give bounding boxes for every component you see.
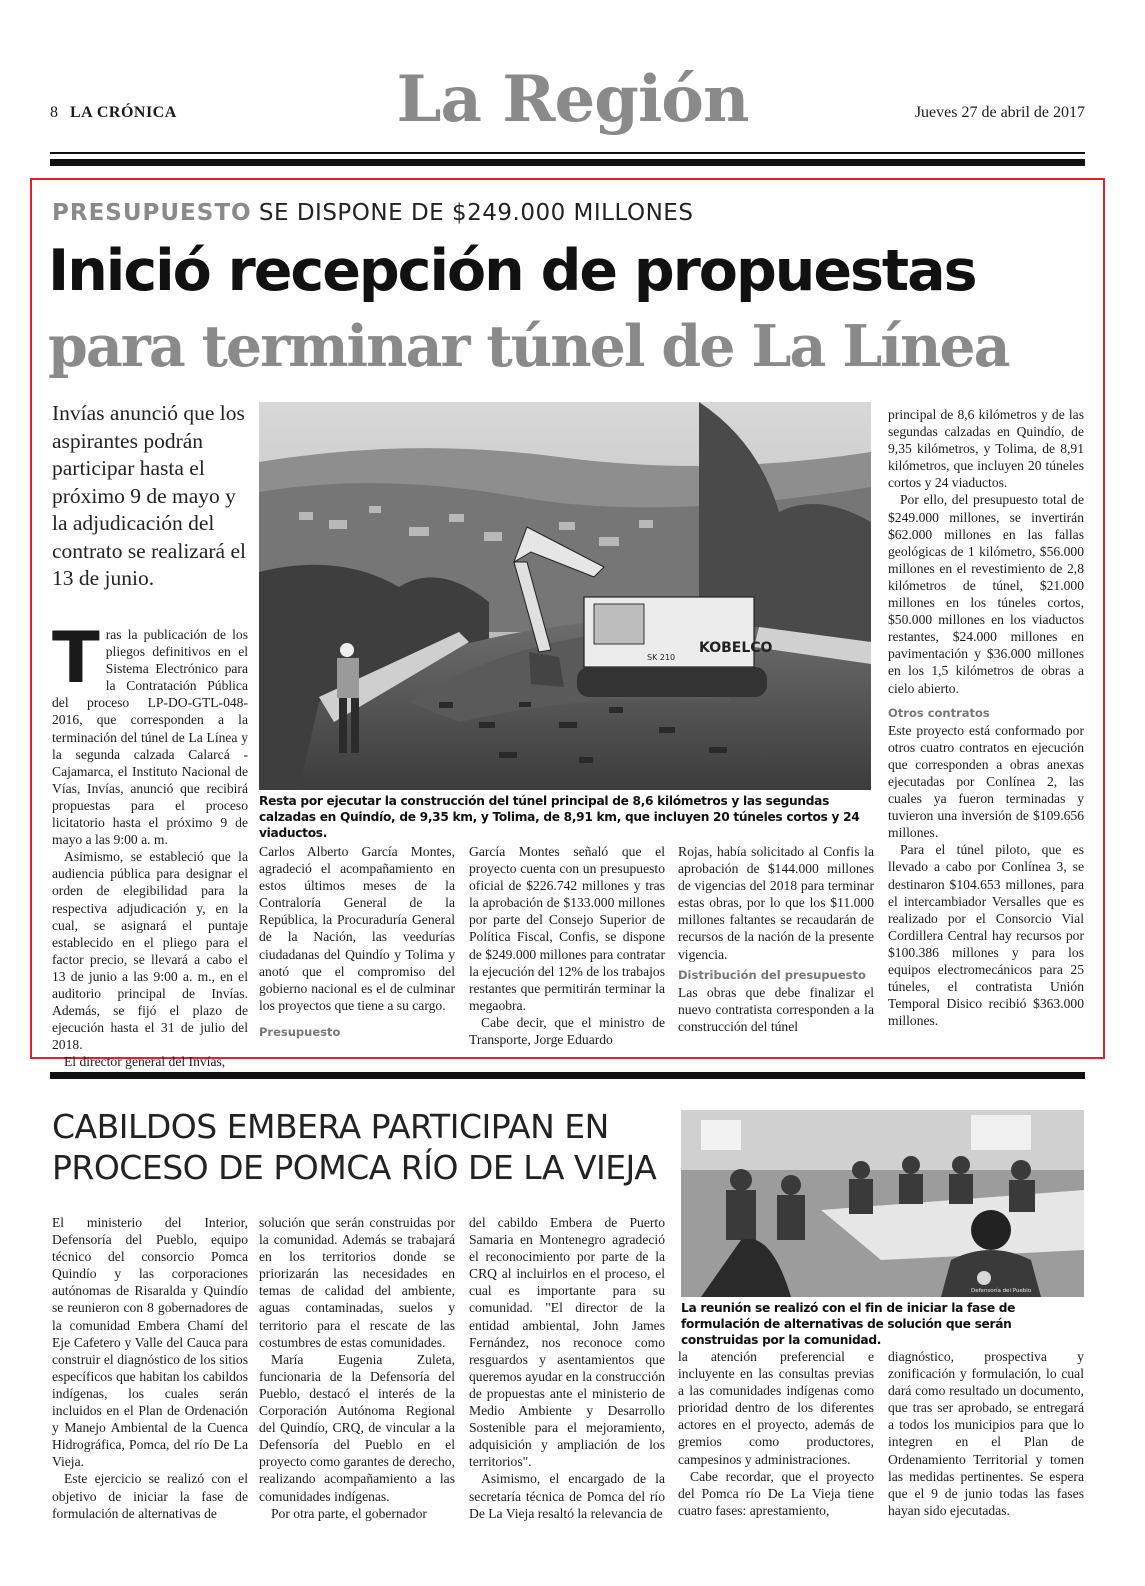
meeting-photo <box>681 1110 1084 1297</box>
article1-column-4 <box>678 843 874 1049</box>
a2-col5-paragraph-1: diagnóstico, prospectiva y zonificación y formulación, lo cual dará como resultado un documento, que tras ser aprobado, se entregará a todos los municipios para que lo integren en el Plan de Ordenamiento Territorial y tomen las medidas pertinentes. Se espera que el 9 de junio todas las fases hayan sido ejecutadas. <box>888 1349 1084 1518</box>
meeting-photo-caption: La reunión se realizó con el fin de iniciar la fase de formulación de alternativas de solución que serán construidas por la comunidad. <box>681 1301 1016 1347</box>
meeting-image <box>681 1110 1084 1297</box>
subhead-distribucion: Distribución del presupuesto <box>678 967 866 982</box>
col2-paragraph-1: Carlos Alberto García Montes, agradeció el acompañamiento en estos últimos meses de la Contraloría General de la República, la Procuraduría General de la Nación, las veedurías ciudadanas del Quindío y Tolima y anotó que el compromiso del gobierno nacional es el de culminar los proyectos que tiene a su cargo. <box>259 844 455 1013</box>
col1-paragraph-3: El director general del Invías, <box>64 1054 226 1070</box>
article2-column-2 <box>259 1214 455 1554</box>
article2-column-4 <box>678 1348 874 1554</box>
kicker-label: PRESUPUESTO <box>52 200 252 226</box>
a2-col2-paragraph-2: María Eugenia Zuleta, funcionaria de la Defensoría del Pueblo, destacó el interés de la Corporación Autónoma Regional del Quindío, CRQ, de vincular a la Defensoría del Pueblo en el proyecto como garantes de derecho, realizando acompañamiento a las comunidades indígenas. <box>259 1351 455 1504</box>
excavator-model: SK 210 <box>647 653 676 662</box>
article1-column-3 <box>469 843 665 1049</box>
col1-paragraph-1: ras la publicación de los pliegos definitivos en el Sistema Electrónico para la Contratación Pública del proceso LP-DO-GTL-048-2016, que corresponden a la terminación del túnel de La Línea y la segunda calzada Calarcá - Cajamarca, el Instituto Nacional de Vías, Invías, anunció que recibirá propuestas para el proceso licitatorio hasta el próximo 9 de mayo a las 9:00 a. m. <box>52 627 248 848</box>
col5-paragraph-2: Por ello, del presupuesto total de $249.000 millones, se invertirán $62.000 millones en las fallas geológicas de 1 kilómetro, $56.000 millones en el revestimiento de 2,8 kilómetros de túnel, $21.000 millones en los túneles cortos, $50.000 millones en los viaductos restantes, $24.000 millones en pavimentación y $36.000 millones en los 1,5 kilómetros de obras a cielo abierto. <box>888 492 1084 696</box>
article2-column-1 <box>52 1214 248 1554</box>
article1-column-1 <box>52 617 248 1070</box>
subhead-otros-contratos: Otros contratos <box>888 705 990 720</box>
section-title: La Región <box>396 62 749 137</box>
vest-logo <box>977 1271 991 1285</box>
issue-date: Jueves 27 de abril de 2017 <box>914 104 1085 121</box>
col4-paragraph-2: Las obras que debe finalizar el nuevo contratista corresponden a la construcción del túnel <box>678 984 874 1034</box>
a2-col2-paragraph-3: Por otra parte, el gobernador <box>271 1505 427 1521</box>
col1-paragraph-2: Asimismo, se estableció que la audiencia pública para designar el orden de elegibilidad para la respectiva adjudicación y, en la cual, se asignará el puntaje establecido en el pliego para el factor precio, se llevará a cabo el 13 de junio a las 9:00 a. m., en el auditorio principal de Invías. Además, se fijó el plazo de ejecución hasta el 31 de julio del 2018. <box>52 849 248 1053</box>
headline-line1: Inició recepción de propuestas <box>48 238 976 304</box>
article2-column-3 <box>469 1214 665 1554</box>
a2-col4-paragraph-2: Cabe recordar, que el proyecto del Pomca río De La Vieja tiene cuatro fases: aprestamiento, <box>678 1468 874 1518</box>
page-number: 8 <box>50 104 58 121</box>
construction-photo <box>259 402 871 790</box>
header-rule-thin <box>50 152 1085 154</box>
kicker-text: SE DISPONE DE $249.000 MILLONES <box>258 200 694 226</box>
a2-col2-paragraph-1: solución que serán construidas por la comunidad. Además se trabajará en los territorios donde se priorizarán las necesidades en temas de calidad del ambiente, aguas contaminadas, suelos y territorio para el rescate de las costumbres de estas comunidades. <box>259 1215 455 1350</box>
article-kicker <box>52 200 693 226</box>
col5-paragraph-3: Este proyecto está conformado por otros cuatro contratos en ejecución que corresponden a obras anexas ejecutadas por Conlínea 2, las cuales ya fueron terminadas y tuvieron una inversión de $109.656 millones. <box>888 722 1084 841</box>
article2-headline: CABILDOS EMBERA PARTICIPAN EN PROCESO DE POMCA RÍO DE LA VIEJA <box>52 1107 657 1187</box>
section-divider <box>50 1072 1085 1079</box>
header-rule-thick <box>50 159 1085 166</box>
a2-col1-paragraph-1: El ministerio del Interior, Defensoría del Pueblo, equipo técnico del consorcio Pomca Quindío y las corporaciones autónomas de Risaralda y Quindío se reunieron con 8 gobernadores de la comunidad Embera Chamí del Eje Cafetero y Valle del Cauca para construir el diagnóstico de los sitios específicos que habitan los cabildos indígenas, los cuales serán incluidos en el Plan de Ordenación y Manejo Ambiental de la Cuenca Hidrográfica, Pomca, del río De La Vieja. <box>52 1215 248 1470</box>
headline-line2: para terminar túnel de La Línea <box>48 313 1009 380</box>
article1-column-5 <box>888 406 1084 1049</box>
col5-paragraph-4: Para el túnel piloto, que es llevado a cabo por Conlínea 3, se destinaron $104.653 millones, para el intercambiador Versalles que es realizado por el Consorcio Vial Cordillera Central hay recursos por $100.386 millones y para los equipos electromecánicos para 25 túneles, el contratista Unión Temporal Disico recibió $363.000 millones. <box>888 842 1084 1029</box>
a2-col3-paragraph-2: Asimismo, el encargado de la secretaría técnica de Pomca del río De La Vieja resaltó la relevancia de <box>469 1471 665 1521</box>
excavator-image <box>259 402 871 790</box>
subhead-presupuesto: Presupuesto <box>259 1024 341 1039</box>
article1-column-2 <box>259 843 455 1049</box>
col5-paragraph-1: principal de 8,6 kilómetros y de las segundas calzadas en Quindío, de 9,35 kilómetros, y Tolima, de 8,91 kilómetros, que incluyen 20 túneles cortos y 24 viaductos. <box>888 407 1084 491</box>
publication-name: LA CRÓNICA <box>70 104 177 121</box>
a2-col3-paragraph-1: del cabildo Embera de Puerto Samaria en Montenegro agradeció el reconocimiento por parte de la CRQ al incluirlos en el proceso, el cual es importante para su comunidad. "El director de la entidad ambiental, John James Fernández, nos reconoce como resguardos y asentamientos que queremos ayudar en la construcción de propuestas ante el ministerio de Medio Ambiente y Desarrollo Sostenible para el mejoramiento, adquisición y ampliación de los territorios". <box>469 1215 665 1470</box>
article2-column-5 <box>888 1348 1084 1554</box>
a2-col1-paragraph-2: Este ejercicio se realizó con el objetivo de iniciar la fase de formulación de alternativas de <box>52 1471 248 1521</box>
excavator-logo: KOBELCO <box>699 640 773 656</box>
drop-cap: T <box>52 617 100 699</box>
article-lead: Invías anunció que los aspirantes podrán participar hasta el próximo 9 de mayo y la adjudicación del contrato se realizará el 13 de junio. <box>52 401 246 590</box>
col3-paragraph-2: Cabe decir, que el ministro de Transporte, Jorge Eduardo <box>469 1014 665 1048</box>
a2-col4-paragraph-1: la atención preferencial e incluyente en las consultas previas a las comunidades indígenas como prioridad dentro de los diferentes actores en el proyecto, además de gremios como productores, campesinos y administraciones. <box>678 1349 874 1467</box>
vest-text: Defensoría del Pueblo <box>971 1288 1032 1294</box>
col3-paragraph-1: García Montes señaló que el proyecto cuenta con un presupuesto oficial de $226.742 millones y tras la aprobación de $133.000 millones por parte del Consejo Superior de Política Fiscal, Confis, se dispone de $249.000 millones para contratar la ejecución del 12% de los trabajos restantes que permitirán terminar la megaobra. <box>469 844 665 1013</box>
photo-caption: Resta por ejecutar la construcción del túnel principal de 8,6 kilómetros y las segundas calzadas en Quindío, de 9,35 km, y Tolima, de 8,91 km, que incluyen 20 túneles cortos y 24 viaductos. <box>259 794 860 840</box>
col4-paragraph-1: Rojas, había solicitado al Confis la aprobación de $144.000 millones de vigencias del 2018 para terminar estas obras, por lo que los $11.000 millones faltantes se recaudarán de recursos de la nación de la presente vigencia. <box>678 844 874 962</box>
